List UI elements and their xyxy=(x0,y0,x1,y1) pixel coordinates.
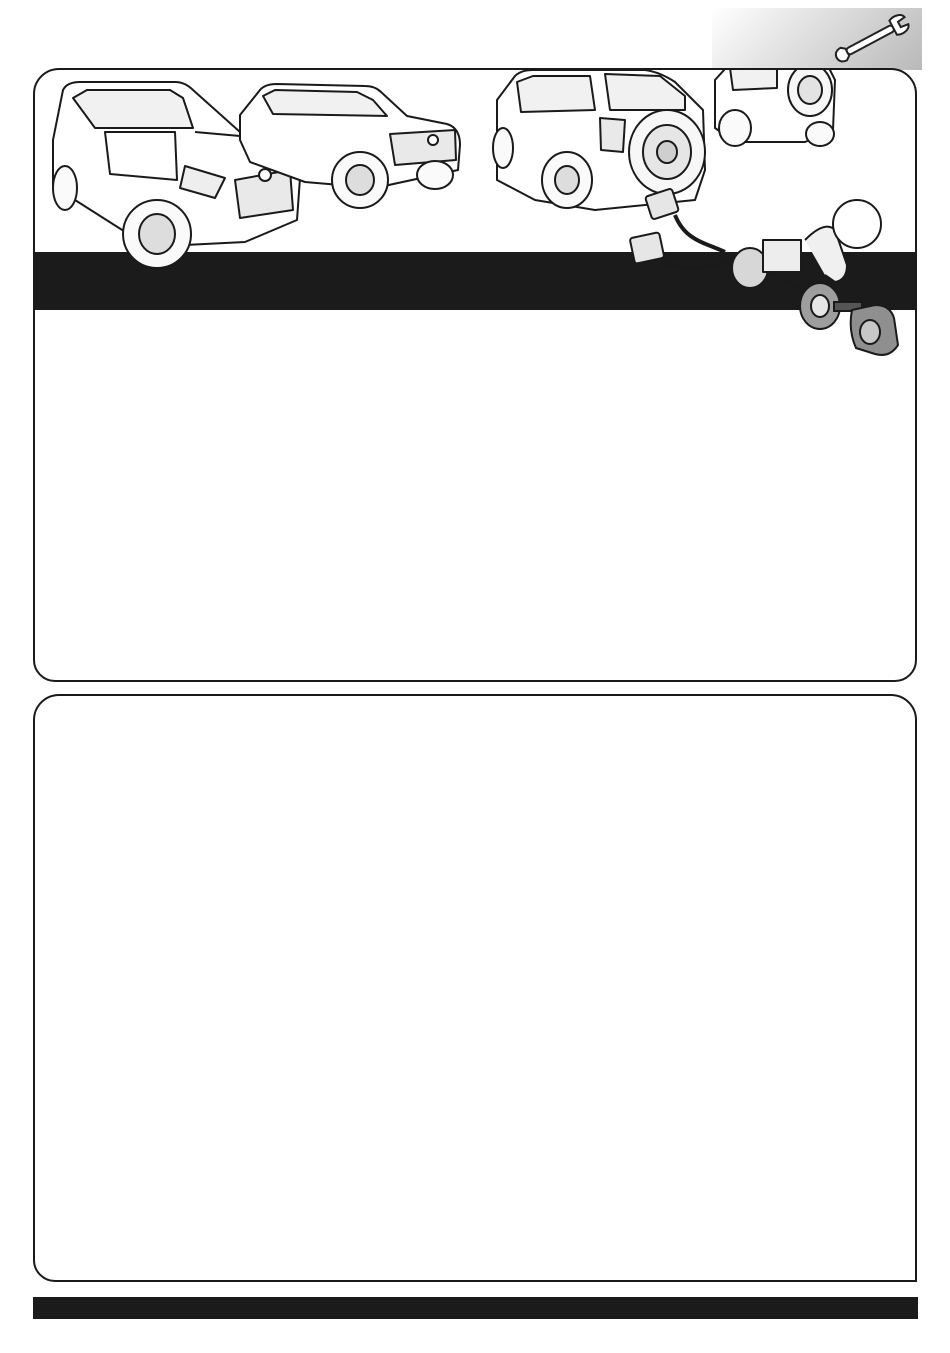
tow-socket-image xyxy=(790,270,905,365)
wrench-icon xyxy=(832,14,912,64)
fitting-instructions-panel xyxy=(33,694,917,1282)
suv-rear-view-image xyxy=(493,70,705,210)
hero-illustration xyxy=(35,70,915,315)
footer-bar xyxy=(33,1297,918,1319)
suv-three-door-rear-view-image xyxy=(715,70,835,146)
vehicle-application-panel xyxy=(33,68,917,682)
